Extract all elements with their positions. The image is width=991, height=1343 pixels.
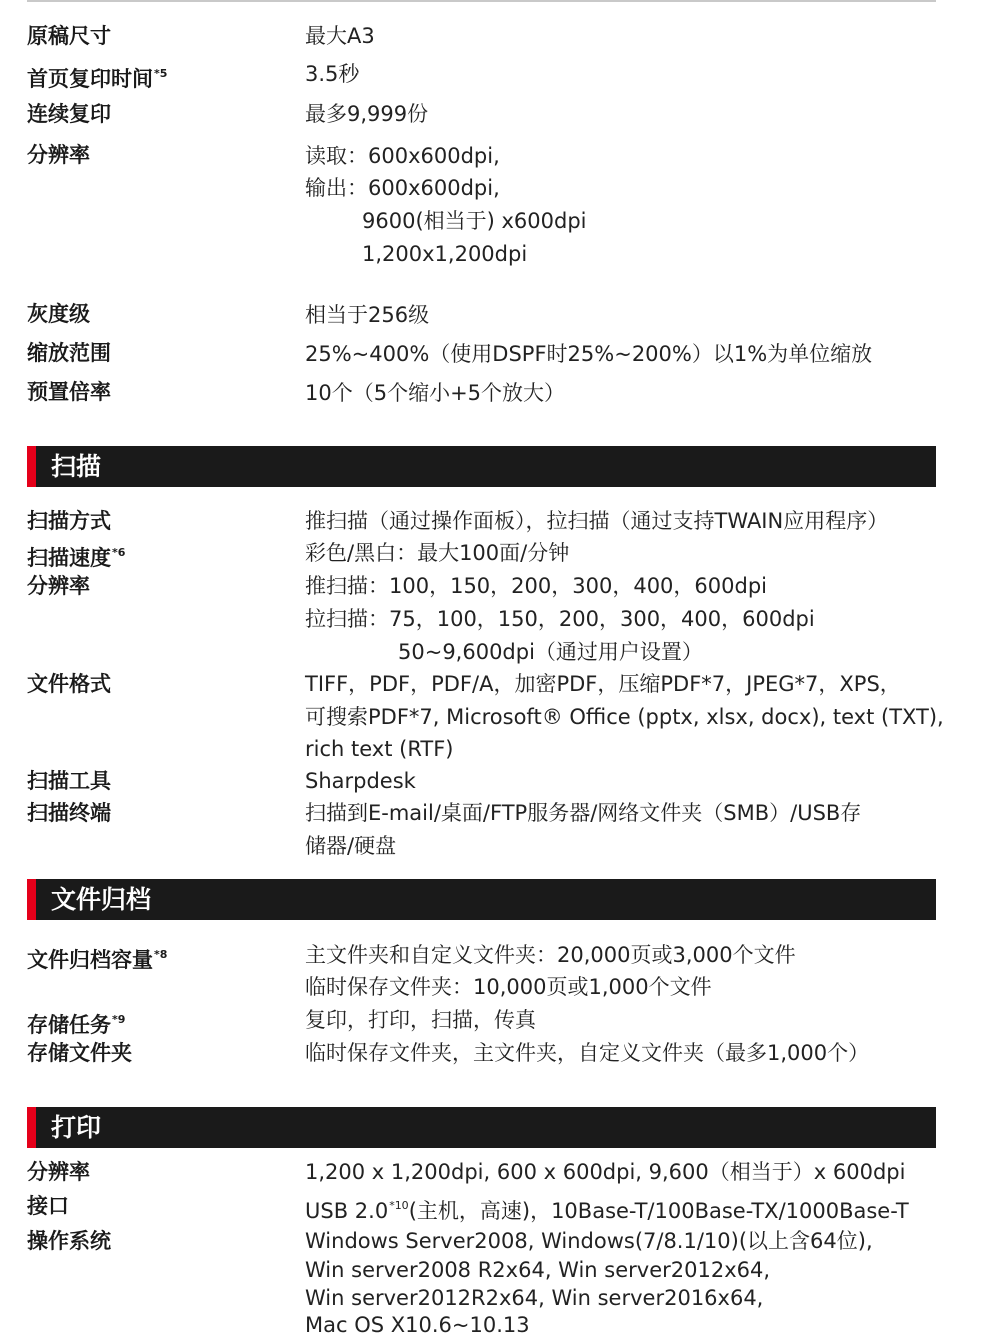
- footnote-marker: *6: [112, 546, 126, 559]
- top-divider: [27, 0, 936, 2]
- spec-value-scan-destination-line: 扫描到E-mail/桌面/FTP服务器/网络文件夹（SMB）/USB存: [305, 801, 862, 825]
- spec-label-grayscale: 灰度级: [27, 302, 90, 326]
- spec-value-copy-resolution-line: 9600(相当于) x600dpi: [362, 209, 587, 233]
- spec-value-scan-resolution-line: 拉扫描：75，100，150，200，300，400，600dpi: [305, 607, 815, 631]
- spec-label-print-resolution: 分辨率: [27, 1160, 90, 1184]
- spec-value-zoom-range: 25%~400%（使用DSPF时25%~200%）以1%为单位缩放: [305, 342, 873, 366]
- spec-label-scan-speed: 扫描速度$^{*6}$: [27, 546, 126, 570]
- spec-value-filing-capacity-line: 主文件夹和自定义文件夹：20,000页或3,000个文件: [305, 943, 796, 967]
- spec-label-continuous-copy: 连续复印: [27, 102, 111, 126]
- spec-label-copy-resolution: 分辨率: [27, 143, 90, 167]
- spec-label-storage-folders: 存储文件夹: [27, 1041, 132, 1065]
- spec-label-scan-method: 扫描方式: [27, 509, 111, 533]
- section-header-scan: [27, 446, 936, 487]
- spec-label-zoom-range: 缩放范围: [27, 341, 111, 365]
- spec-value-storage-folders: 临时保存文件夹，主文件夹，自定义文件夹（最多1,000个）: [305, 1041, 870, 1065]
- section-title-print: 打印: [51, 1113, 102, 1142]
- spec-label-scan-resolution: 分辨率: [27, 574, 90, 598]
- spec-value-filing-capacity-line: 临时保存文件夹：10,000页或1,000个文件: [305, 975, 712, 999]
- spec-value-operating-system-line: Mac OS X10.6~10.13: [305, 1313, 530, 1337]
- spec-value-scan-resolution-line: 推扫描：100，150，200，300，400，600dpi: [305, 574, 767, 598]
- spec-value-preset-ratio: 10个（5个缩小+5个放大）: [305, 381, 566, 405]
- spec-value-file-format-line: 可搜索PDF*7, Microsoft® Office (pptx, xlsx, docx), text (TXT),: [305, 705, 944, 729]
- spec-label-interface: 接口: [27, 1194, 69, 1218]
- spec-label-preset-ratio: 预置倍率: [27, 380, 111, 404]
- spec-value-file-format-line: TIFF，PDF，PDF/A，加密PDF，压缩PDF*7，JPEG*7，XPS，: [305, 672, 901, 696]
- spec-value-copy-resolution-line: 输出：600x600dpi,: [305, 176, 500, 200]
- spec-label-stored-jobs: 存储任务$^{*9}$: [27, 1013, 126, 1037]
- spec-value-interface: USB 2.0$^{*10}$(主机，高速)，10Base-T/100Base-TX/1000Base-T: [305, 1199, 909, 1223]
- section-accent: [27, 879, 36, 920]
- footnote-marker: *10: [389, 1199, 409, 1212]
- spec-label-scan-destination: 扫描终端: [27, 801, 111, 825]
- section-accent: [27, 1107, 36, 1148]
- section-title-scan: 扫描: [51, 452, 102, 481]
- section-accent: [27, 446, 36, 487]
- spec-value-copy-resolution-line: 读取：600x600dpi,: [305, 144, 500, 168]
- section-header-print: [27, 1107, 936, 1148]
- spec-label-filing-capacity: 文件归档容量$^{*8}$: [27, 948, 168, 972]
- section-title-document-filing: 文件归档: [51, 885, 152, 914]
- spec-value-file-format-line: rich text (RTF): [305, 737, 454, 761]
- spec-value-first-copy-time: 3.5秒: [305, 62, 360, 86]
- spec-label-original-size: 原稿尺寸: [27, 24, 111, 48]
- footnote-marker: *8: [154, 948, 168, 961]
- spec-label-scan-tool: 扫描工具: [27, 769, 111, 793]
- footnote-marker: *5: [154, 67, 168, 80]
- spec-value-operating-system-line: Windows Server2008, Windows(7/8.1/10)(以上含64位),: [305, 1229, 873, 1253]
- spec-value-scan-destination-line: 储器/硬盘: [305, 834, 397, 858]
- spec-value-copy-resolution-line: 1,200x1,200dpi: [362, 242, 528, 266]
- spec-value-operating-system-line: Win server2008 R2x64, Win server2012x64,: [305, 1258, 771, 1282]
- spec-label-first-copy-time: 首页复印时间$^{*5}$: [27, 67, 168, 91]
- spec-value-grayscale: 相当于256级: [305, 303, 430, 327]
- section-header-document-filing: [27, 879, 936, 920]
- spec-value-stored-jobs: 复印，打印，扫描，传真: [305, 1008, 536, 1032]
- spec-value-original-size: 最大A3: [305, 24, 375, 48]
- spec-label-operating-system: 操作系统: [27, 1229, 111, 1253]
- spec-value-print-resolution: 1,200 x 1,200dpi, 600 x 600dpi, 9,600（相当于）x 600dpi: [305, 1160, 906, 1184]
- spec-value-scan-resolution-line: 50~9,600dpi（通过用户设置）: [398, 640, 703, 664]
- spec-value-scan-tool: Sharpdesk: [305, 769, 416, 793]
- spec-value-operating-system-line: Win server2012R2x64, Win server2016x64,: [305, 1286, 764, 1310]
- spec-label-file-format: 文件格式: [27, 672, 111, 696]
- spec-value-scan-speed: 彩色/黑白：最大100面/分钟: [305, 541, 570, 565]
- footnote-marker: *9: [112, 1013, 126, 1026]
- spec-value-continuous-copy: 最多9,999份: [305, 102, 429, 126]
- spec-value-scan-method: 推扫描（通过操作面板），拉扫描（通过支持TWAIN应用程序）: [305, 509, 889, 533]
